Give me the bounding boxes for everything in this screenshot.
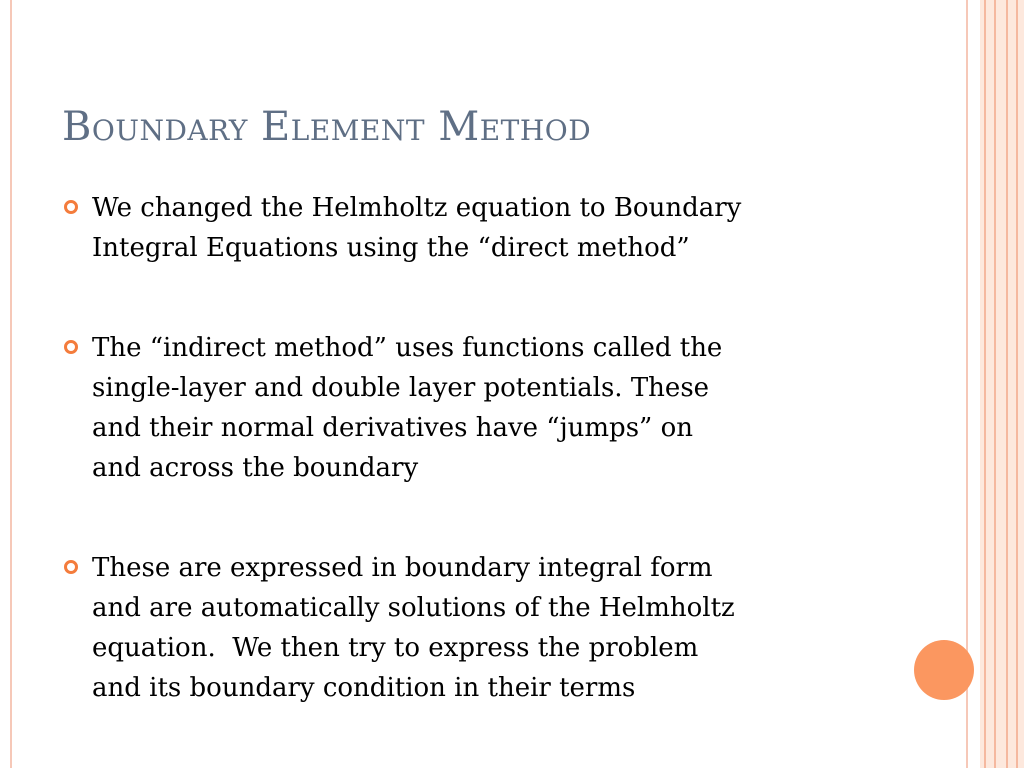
slide-title: Boundary Element Method <box>62 104 592 150</box>
bullet-line: Integral Equations using the “direct method” <box>92 233 690 263</box>
hollow-circle-bullet-icon <box>64 340 78 354</box>
bullet-line: and their normal derivatives have “jumps” on <box>92 413 693 443</box>
bullet-item-1 <box>62 188 892 268</box>
right-stripe-line-2 <box>994 0 996 768</box>
bullet-item-3 <box>62 548 892 708</box>
bullet-line: equation. We then try to express the problem <box>92 633 699 663</box>
bullet-list <box>62 188 892 708</box>
bullet-item-2 <box>62 328 892 488</box>
right-stripe-line-4 <box>1016 0 1018 768</box>
bullet-line: These are expressed in boundary integral form <box>92 553 713 583</box>
bullet-line: We changed the Helmholtz equation to Boundary <box>92 193 742 223</box>
bullet-line: and across the boundary <box>92 453 419 483</box>
bullet-line: and its boundary condition in their terms <box>92 673 636 703</box>
hollow-circle-bullet-icon <box>64 200 78 214</box>
decorative-orange-circle <box>914 640 974 700</box>
bullet-line: The “indirect method” uses functions called the <box>92 333 723 363</box>
hollow-circle-bullet-icon <box>64 560 78 574</box>
right-stripe-line-1 <box>984 0 986 768</box>
right-stripe-line-3 <box>1006 0 1008 768</box>
bullet-line: single-layer and double layer potentials. These <box>92 373 710 403</box>
bullet-line: and are automatically solutions of the Helmholtz <box>92 593 735 623</box>
